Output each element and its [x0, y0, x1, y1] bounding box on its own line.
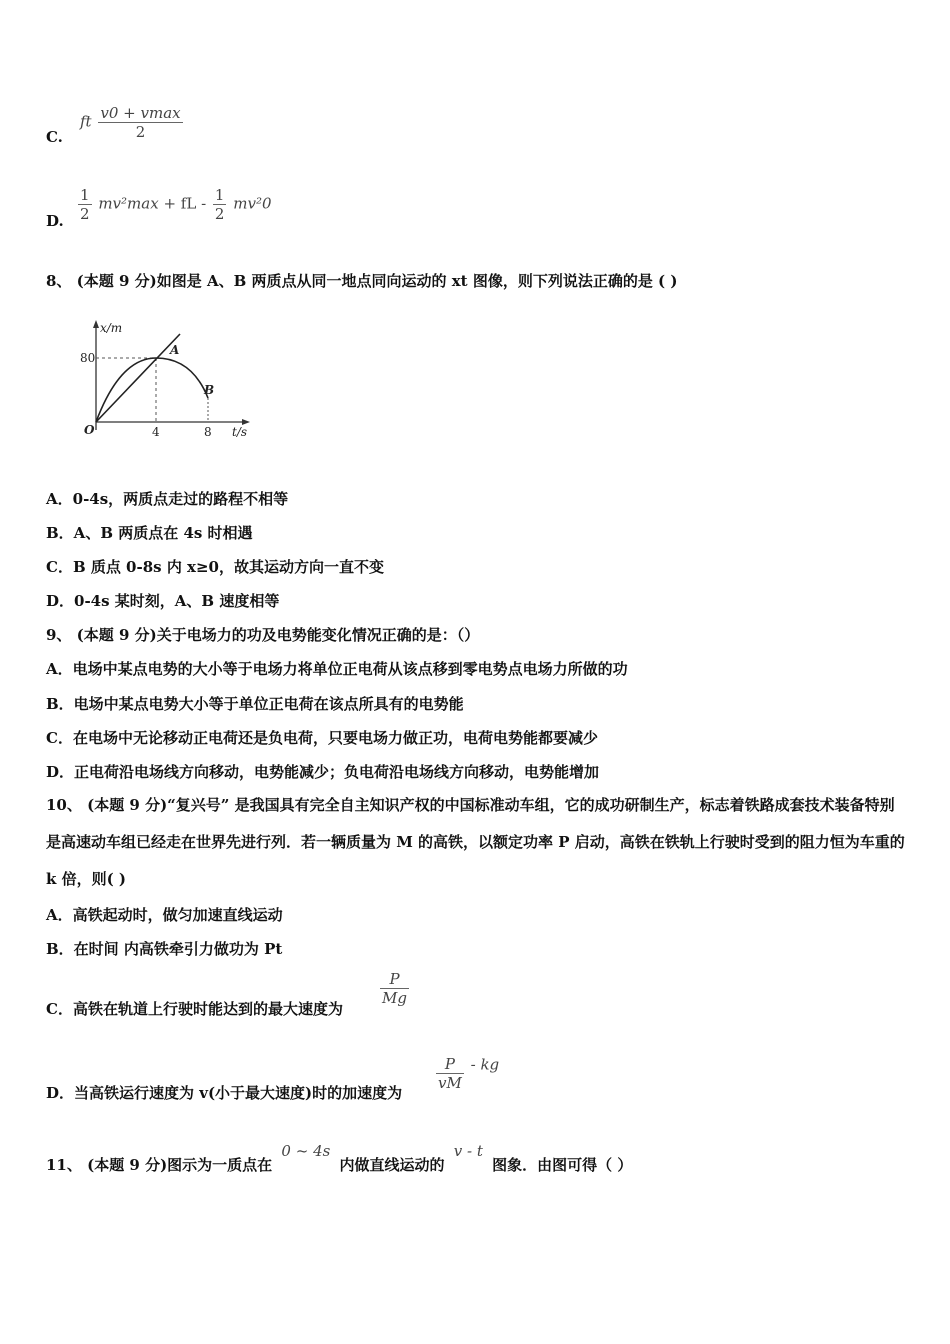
q11-stem-part3: 图象．由图可得（ ）: [492, 1156, 633, 1174]
q7-option-d-label: D.: [46, 212, 64, 230]
q7-c-numerator: v0 + vmax: [100, 104, 181, 122]
q8-xt-graph: [80, 318, 260, 443]
q9-option-a: A．电场中某点电势的大小等于电场力将单位正电荷从该点移到零电势点电场力所做的功: [46, 660, 628, 678]
curve-b: [96, 358, 208, 422]
q10-stem: 10、 (本题 9 分)“复兴号” 是我国具有完全自主知识产权的中国标准动车组，它的成功研制生产，标志着铁路成套技术装备特别是高速动车组已经走在世界先进行列．若一辆质量为 M 的高铁，以额定功率 P 启动，高铁在铁轨上行驶时受到的阻力恒为车重的 k 倍，则( ): [46, 796, 905, 888]
x-tick-4: 4: [152, 425, 160, 439]
q8-stem: 8、 (本题 9 分)如图是 A、B 两质点从同一地点同向运动的 xt 图像，则下列说法正确的是 ( ): [46, 272, 678, 290]
x-axis-label: t/s: [232, 425, 248, 439]
line-a-label: A: [170, 343, 180, 357]
q8-option-d: D．0-4s 某时刻，A、B 速度相等: [46, 592, 280, 610]
q7-c-denominator: 2: [135, 123, 146, 141]
q10-option-d-text: D．当高铁运行速度为 v(小于最大速度)时的加速度为: [46, 1084, 403, 1102]
origin-label: O: [84, 423, 95, 437]
q11-stem: [46, 1142, 633, 1175]
q7-option-d-formula: $\frac{1}{2}$ mv²max + fL - $\frac{1}{2}$ mv²0: [80, 186, 272, 223]
line-a: [96, 334, 180, 422]
x-tick-8: 8: [204, 425, 212, 439]
q11-math-time: 0 ~ 4s: [281, 1142, 331, 1160]
q10-option-a: A．高铁起动时，做匀加速直线运动: [46, 906, 283, 924]
q11-math-vt: v - t: [453, 1142, 483, 1160]
q10-option-c-formula: $\frac{P}{Mg}$: [382, 970, 407, 1007]
q10-option-d-formula: $\frac{P}{vM}$ - kg: [438, 1055, 500, 1092]
q8-option-a: A．0-4s，两质点走过的路程不相等: [46, 490, 289, 508]
q11-stem-part1: 11、 (本题 9 分)图示为一质点在: [46, 1156, 273, 1174]
q7-c-prefix: ft: [80, 112, 92, 131]
y-axis-arrow: [93, 320, 99, 328]
q9-option-b: B．电场中某点电势大小等于单位正电荷在该点所具有的电势能: [46, 695, 464, 713]
q10-option-c-text: C．高铁在轨道上行驶时能达到的最大速度为: [46, 1000, 343, 1018]
q7-option-c-formula: [80, 104, 185, 141]
q8-option-c: C．B 质点 0-8s 内 x≥0，故其运动方向一直不变: [46, 558, 384, 576]
y-tick-80: 80: [80, 351, 96, 365]
q7-option-c-label: C.: [46, 128, 63, 146]
q11-stem-part2: 内做直线运动的: [339, 1156, 445, 1174]
q10-option-b: B．在时间 内高铁牵引力做功为 Pt: [46, 940, 283, 958]
q9-option-c: C．在电场中无论移动正电荷还是负电荷，只要电场力做正功，电荷电势能都要减少: [46, 729, 598, 747]
q8-option-b: B．A、B 两质点在 4s 时相遇: [46, 524, 253, 542]
q9-option-d: D．正电荷沿电场线方向移动，电势能减少；负电荷沿电场线方向移动，电势能增加: [46, 763, 600, 781]
q9-stem: 9、 (本题 9 分)关于电场力的功及电势能变化情况正确的是：（）: [46, 626, 480, 644]
y-axis-label: x/m: [100, 321, 123, 335]
curve-b-label: B: [204, 383, 215, 397]
